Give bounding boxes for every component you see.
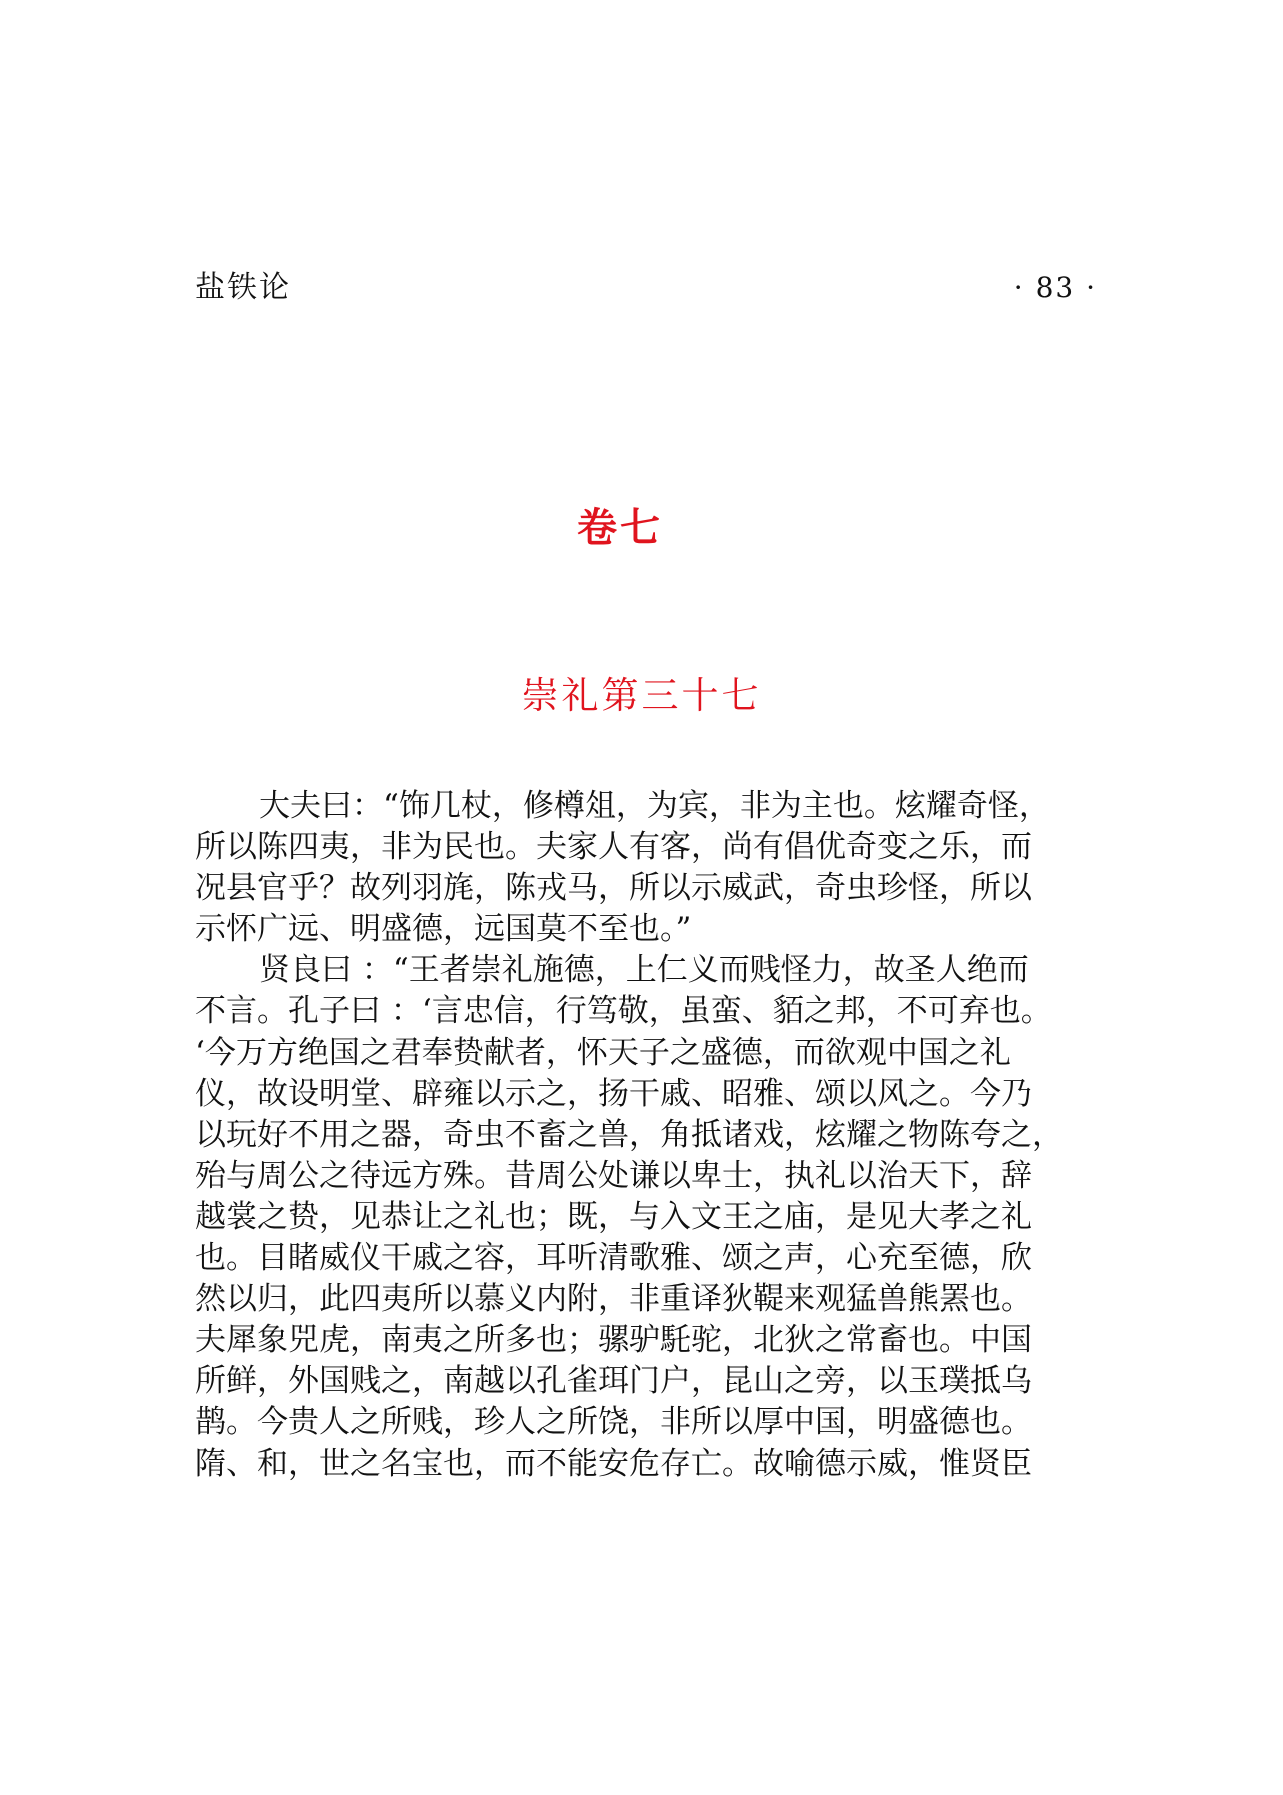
text-line: 殆与周公之待远方殊。昔周公处谦以卑士，执礼以治天下，辞 xyxy=(195,1157,1032,1194)
text-line: 也。目睹威仪干戚之容，耳听清歌雅、颂之声，心充至德，欣 xyxy=(195,1240,1032,1277)
chapter-title: 崇礼第三十七 xyxy=(521,674,762,717)
text-line: 鹊。今贵人之所贱，珍人之所饶，非所以厚中国，明盛德也。 xyxy=(195,1404,1032,1441)
text-line: 况县官乎？故列羽旄，陈戎马，所以示威武，奇虫珍怪，所以 xyxy=(195,870,1032,907)
body-text xyxy=(195,786,1115,1485)
text-line: 不言。孔子曰 ：‘言忠信，行笃敬，虽蛮、貊之邦，不可弃也。 xyxy=(195,993,1052,1030)
text-line: 仪，故设明堂、辟雍以示之，扬干戚、昭雅、颂以风之。今乃 xyxy=(195,1075,1032,1112)
text-line: ‘今万方绝国之君奉贽献者，怀天子之盛德，而欲观中国之礼 xyxy=(195,1034,1011,1071)
volume-title: 卷七 xyxy=(577,505,663,551)
text-line: 隋、和，世之名宝也，而不能安危存亡。故喻德示威，惟贤臣 xyxy=(195,1445,1032,1482)
text-line: 所以陈四夷，非为民也。夫家人有客，尚有倡优奇变之乐，而 xyxy=(195,829,1032,866)
text-line: 以玩好不用之器，奇虫不畜之兽，角抵诸戏，炫耀之物陈夸之， xyxy=(195,1116,1063,1153)
page-number: · 83 · xyxy=(1013,271,1097,304)
text-line: 所鲜，外国贱之，南越以孔雀珥门户，昆山之旁，以玉璞抵乌 xyxy=(195,1363,1032,1400)
paragraph-xianliang xyxy=(195,950,1115,1484)
text-line: 示怀广远、明盛德，远国莫不至也。” xyxy=(195,911,692,948)
text-line: 越裳之贽，见恭让之礼也；既，与入文王之庙，是见大孝之礼 xyxy=(195,1198,1032,1235)
text-line: 然以归，此四夷所以慕义内附，非重译狄鞮来观猛兽熊罴也。 xyxy=(195,1281,1032,1318)
text-line: 夫犀象兕虎，南夷之所多也；骡驴馲驼，北狄之常畜也。中国 xyxy=(195,1322,1032,1359)
running-header xyxy=(195,268,1097,308)
book-title: 盐铁论 xyxy=(195,270,291,305)
text-line: 贤良曰 ：“王者崇礼施德，上仁义而贱怪力，故圣人绝而 xyxy=(259,952,1029,989)
text-line: 大夫曰：“饰几杖，修樽俎，为宾，非为主也。炫耀奇怪， xyxy=(259,788,1050,824)
paragraph-dafu xyxy=(195,786,1115,950)
